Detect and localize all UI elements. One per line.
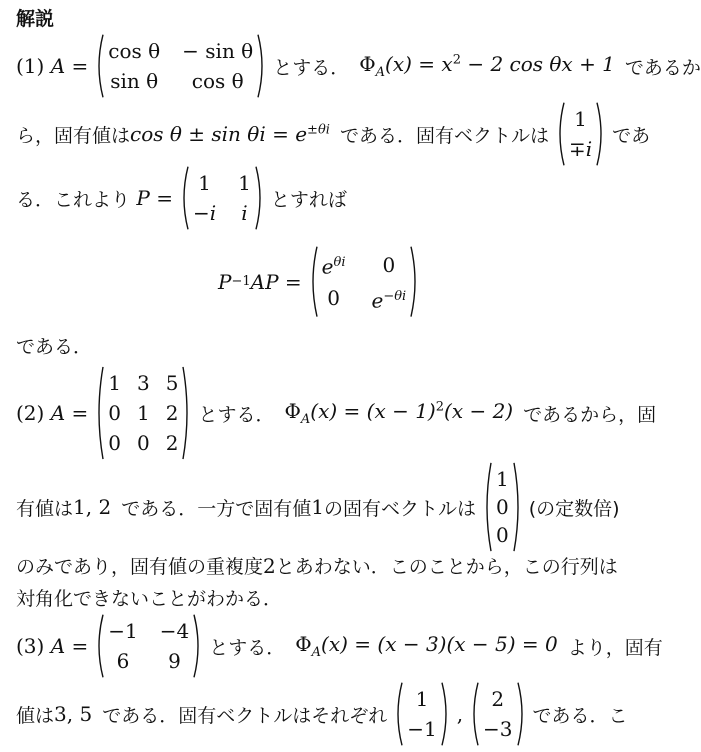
p1-d-cell: $e^{-\theta i}$ — [371, 288, 407, 313]
p3-text: である．こ — [532, 704, 628, 727]
p1-p-cell: 1 — [238, 171, 251, 195]
p1-d-cell: 0 — [382, 252, 396, 277]
p2-a-cell: 0 — [108, 431, 121, 455]
section-title: 解説 — [16, 8, 55, 30]
p3-line2 — [16, 682, 628, 746]
p1-p-cell: 1 — [198, 171, 211, 195]
p2-matrix-a — [94, 366, 192, 460]
p1-p-eq: P = — [136, 186, 173, 210]
p3-text: である．固有ベクトルはそれぞれ — [102, 704, 388, 727]
p3-eigenvector-1 — [393, 682, 450, 746]
p3-a-cell: −4 — [159, 619, 190, 643]
p1-text: であ — [612, 124, 651, 147]
p1-line1 — [16, 34, 701, 98]
p3-a-cell: 9 — [168, 649, 181, 673]
p1-display-eq: P −1 AP = $e^{\theta i}$ 0 0 $e^{-\theta i}$ — [218, 246, 426, 317]
p1-matrix-d — [308, 246, 421, 317]
p3-phi: $\Phi_A(x) = (x - 3)(x - 5) = 0$ — [295, 632, 558, 660]
p1-d-cell: $e^{\theta i}$ — [321, 254, 346, 279]
p1-eigenvalues: $\cos \theta \pm \sin \theta i = e^{\pm\theta i}$ — [130, 122, 330, 146]
p1-a-cell: sin θ — [110, 69, 159, 93]
p1-text: とする． — [273, 56, 350, 79]
p1-v-cell: ∓i — [568, 137, 593, 161]
p3-text: より，固有 — [567, 636, 663, 659]
p1-text: とすれば — [270, 188, 347, 211]
p2-multiplicity: 2 — [263, 553, 276, 578]
p1-text: る．これより — [16, 188, 131, 211]
p3-matrix-a — [94, 614, 203, 678]
p1-text: であるか — [624, 56, 701, 79]
p2-eigenvector — [482, 462, 523, 552]
p2-v-cell: 0 — [495, 495, 509, 519]
p2-line2 — [16, 462, 620, 552]
p1-label: (1) — [16, 54, 45, 78]
p2-text: である．一方で固有値 — [121, 497, 312, 520]
p2-label: (2) — [16, 401, 45, 425]
p1-phi: $\Phi_A(x) = x^2 - 2$ cos θx + 1 — [359, 52, 615, 80]
p1-a-eq: A = — [50, 54, 89, 78]
p3-label: (3) — [16, 634, 45, 658]
p2-text: のみであり，固有値の重複度 — [16, 556, 264, 578]
p1-matrix-a — [94, 34, 267, 98]
p1-p-cell: −i — [192, 201, 217, 225]
p2-line4 — [16, 584, 282, 611]
p1-v-cell: 1 — [574, 107, 587, 131]
p1-line2 — [16, 102, 650, 166]
p2-a-cell: 1 — [137, 401, 150, 425]
p2-text: 対角化できないことがわかる． — [16, 588, 283, 610]
p1-line5 — [16, 332, 92, 359]
p2-eigenvalue: 1 — [311, 495, 324, 519]
p3-text: 値は — [16, 704, 55, 727]
p3-a-cell: −1 — [108, 619, 138, 643]
p2-a-eq: A = — [50, 401, 89, 425]
p3-v-cell: 1 — [415, 687, 429, 711]
p3-v-cell: −1 — [407, 717, 437, 741]
p2-eigenvalues: 1, 2 — [73, 495, 112, 519]
p3-eigenvalues: 3, 5 — [54, 702, 93, 726]
p2-line3 — [16, 552, 618, 579]
p2-phi: $\Phi_A(x) = (x - 1)^2(x - 2)$ — [284, 399, 514, 427]
p2-text: とあわない．このことから，この行列は — [275, 556, 618, 578]
p2-a-cell: 2 — [165, 401, 179, 425]
p2-a-cell: 0 — [108, 401, 121, 425]
p1-text: ら，固有値は — [16, 124, 131, 147]
p2-text: であるから，固 — [523, 403, 657, 426]
p3-text: とする． — [209, 636, 286, 659]
p1-eigenvector — [555, 102, 606, 166]
p3-line1 — [16, 614, 663, 678]
p1-a-cell: − sin θ — [182, 39, 254, 63]
p2-a-cell: 1 — [108, 371, 121, 395]
p2-a-cell: 2 — [165, 431, 179, 455]
p1-a-cell: cos θ — [191, 69, 244, 93]
p3-v-cell: −3 — [483, 717, 513, 741]
p3-v-cell: 2 — [491, 687, 505, 711]
p1-text: である．固有ベクトルは — [339, 124, 549, 147]
p2-line1 — [16, 366, 656, 460]
p1-text: である． — [16, 336, 93, 358]
p1-line3 — [16, 166, 347, 230]
p2-text: とする． — [198, 403, 275, 426]
p2-v-cell: 1 — [495, 467, 509, 491]
p2-text: 有値は — [16, 497, 74, 520]
p2-text: (の定数倍) — [528, 497, 620, 520]
p2-a-cell: 5 — [165, 371, 179, 395]
p3-a-cell: 6 — [116, 649, 130, 673]
p2-a-cell: 3 — [137, 371, 150, 395]
p3-a-eq: A = — [50, 634, 89, 658]
p2-a-cell: 0 — [137, 431, 150, 455]
p3-eigenvector-2 — [469, 682, 526, 746]
p2-v-cell: 0 — [495, 523, 509, 547]
p1-a-cell: cos θ — [108, 39, 161, 63]
p1-matrix-p — [179, 166, 265, 230]
p3-comma: , — [456, 702, 464, 726]
p1-d-cell: 0 — [327, 286, 340, 311]
p2-text: の固有ベクトルは — [323, 497, 476, 520]
p1-p-cell: i — [241, 201, 248, 225]
